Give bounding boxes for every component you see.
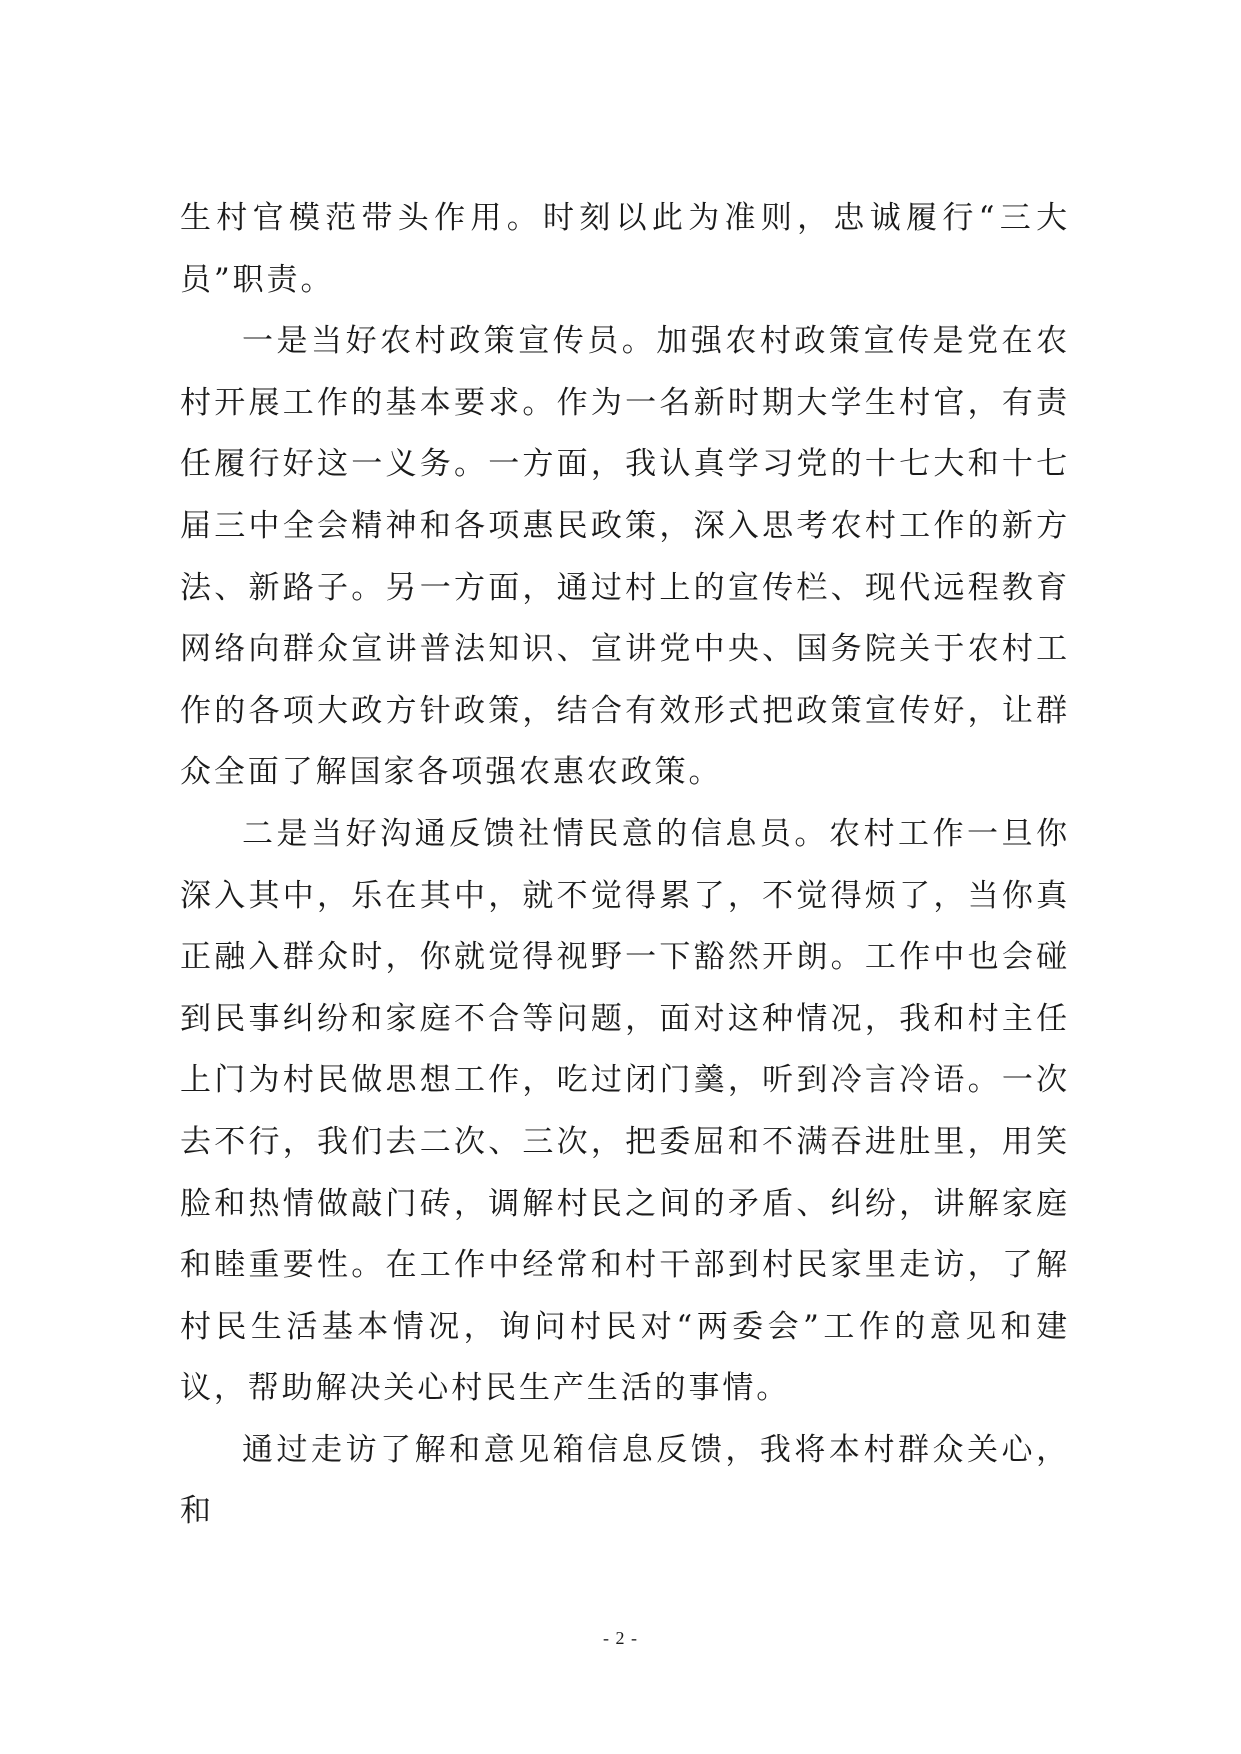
paragraph-text: 通过走访了解和意见箱信息反馈，我将本村群众关心，和 xyxy=(180,1431,1070,1530)
paragraph-text: 生村官模范带头作用。时刻以此为准则，忠诚履行“三大员”职责。 xyxy=(180,200,1070,298)
paragraph-policy-publicity xyxy=(180,311,1070,804)
paragraph-text: 农村工作一旦你深入其中，乐在其中，就不觉得累了，不觉得烦了，当你真正融入群众时，你就觉得视野一下豁然开朗。工作中也会碰到民事纠纷和家庭不合等问题，面对这种情况，我和村主任上门为村民做思想工作，吃过闭门羹，听到冷言冷语。一次去不行，我们去二次、三次，把委屈和不满吞进肚里，用笑脸和热情做敲门砖，调解村民之间的矛盾、纠纷，讲解家庭和睦重要性。在工作中经常和村干部到村民家里走访，了解村民生活基本情况，询问村民对“两委会”工作的意见和建议，帮助解决关心村民生产生活的事情。 xyxy=(180,815,1070,1407)
paragraph-text: 加强农村政策宣传是党在农村开展工作的基本要求。作为一名新时期大学生村官，有责任履行好这一义务。一方面，我认真学习党的十七大和十七届三中全会精神和各项惠民政策，深入思考农村工作的新方法、新路子。另一方面，通过村上的宣传栏、现代远程教育网络向群众宣讲普法知识、宣讲党中央、国务院关于农村工作的各项大政方针政策，结合有效形式把政策宣传好，让群众全面了解国家各项强农惠农政策。 xyxy=(180,323,1070,791)
document-body xyxy=(180,188,1070,1543)
page-number: - 2 - xyxy=(603,1628,638,1648)
paragraph-lead: 一是当好农村政策宣传员。 xyxy=(242,323,657,360)
paragraph-feedback-informer xyxy=(180,804,1070,1420)
paragraph-continued xyxy=(180,188,1070,311)
paragraph-lead: 二是当好沟通反馈社情民意的信息员。 xyxy=(242,815,829,852)
paragraph-visits xyxy=(180,1420,1070,1543)
